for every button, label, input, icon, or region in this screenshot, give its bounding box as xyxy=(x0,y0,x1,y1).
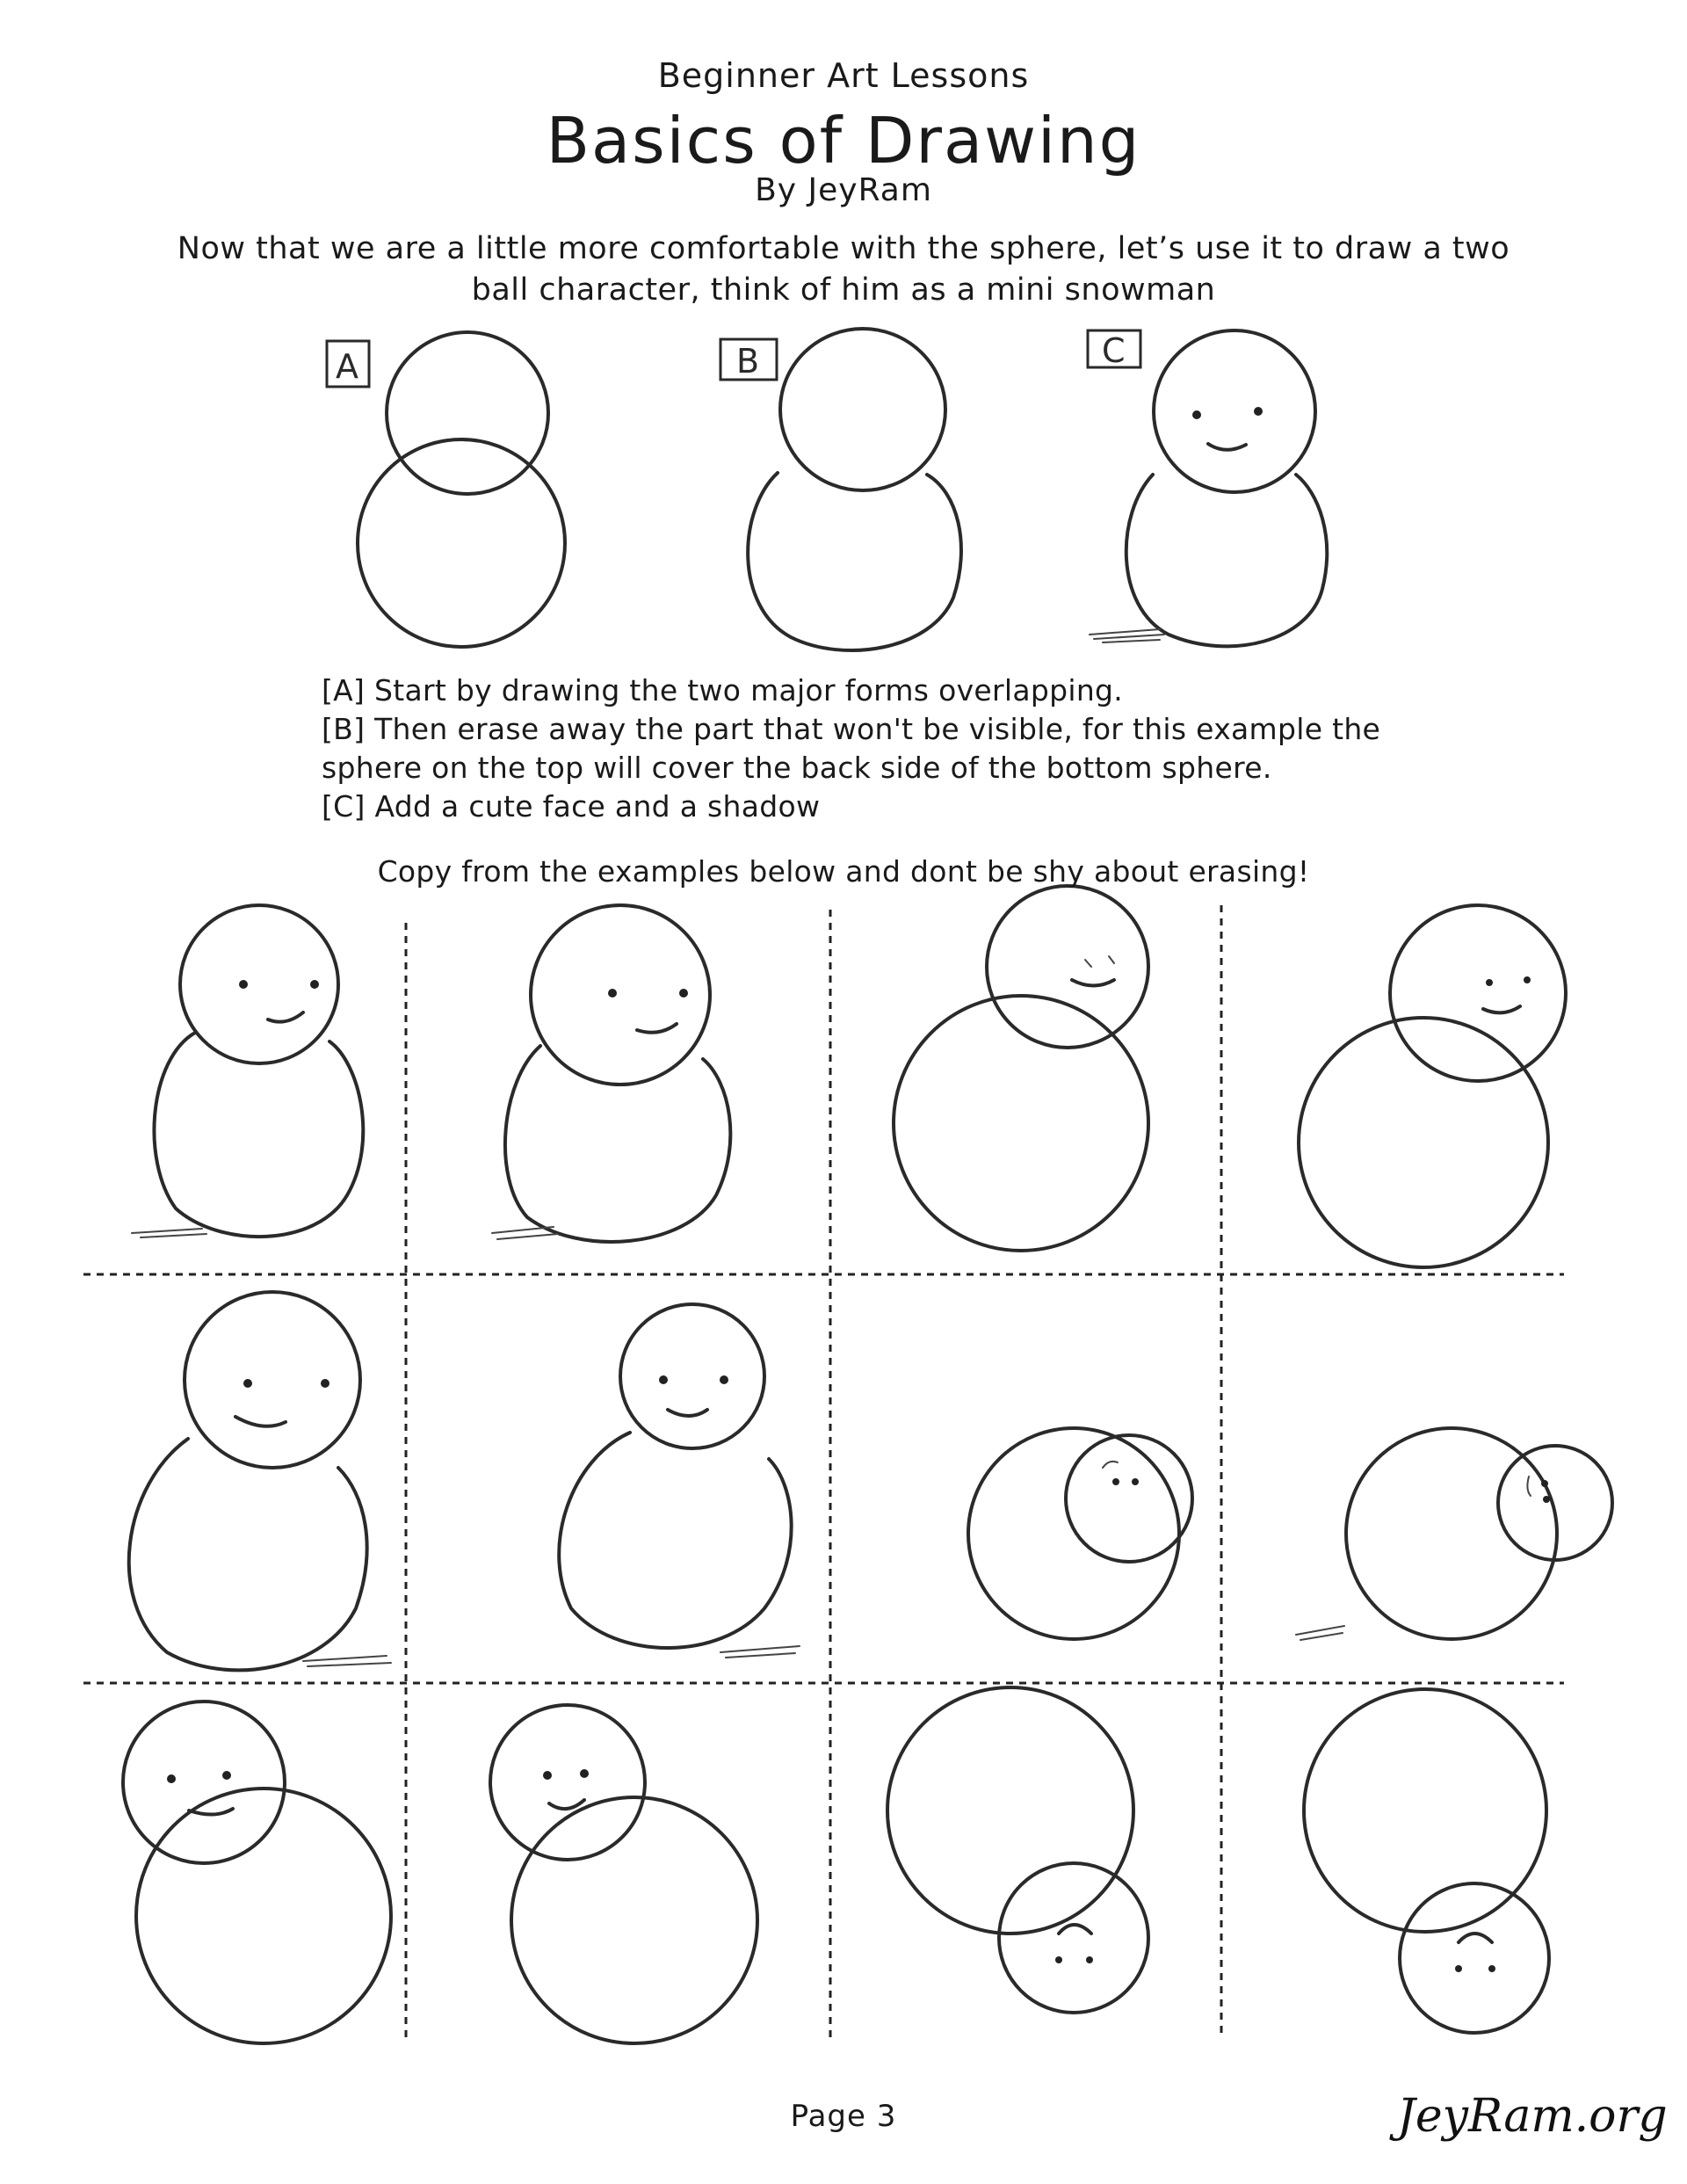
example-8 xyxy=(1296,1428,1612,1640)
step-b-top-sphere xyxy=(780,329,945,490)
copy-note: Copy from the examples below and dont be shy about erasing! xyxy=(377,854,1310,889)
step-line: [B] Then erase away the part that won't be visible, for this example the xyxy=(322,712,1381,746)
page-number: Page 3 xyxy=(790,2099,897,2134)
example-1 xyxy=(132,905,363,1237)
step-line: [A] Start by drawing the two major forms overlapping. xyxy=(322,673,1124,707)
page-title: Basics of Drawing xyxy=(546,104,1141,178)
example-11 xyxy=(887,1687,1148,2013)
example-10 xyxy=(490,1705,757,2043)
example-12 xyxy=(1304,1689,1549,2033)
step-c-right-eye xyxy=(1254,407,1263,416)
step-b-bottom-sphere xyxy=(748,473,961,650)
step-b-label: B xyxy=(736,342,760,381)
step-a-label: A xyxy=(336,347,358,386)
step-c-body xyxy=(1126,475,1327,646)
step-line: sphere on the top will cover the back side of the bottom sphere. xyxy=(322,751,1272,785)
example-3 xyxy=(894,886,1148,1251)
step-b-illustration xyxy=(720,329,961,650)
step-c-head xyxy=(1154,330,1315,492)
step-c-illustration xyxy=(1088,330,1327,646)
grid-dividers xyxy=(83,905,1564,2039)
subtitle: Beginner Art Lessons xyxy=(657,56,1030,95)
step-instructions xyxy=(322,671,1402,826)
step-line: [C] Add a cute face and a shadow xyxy=(322,789,821,824)
example-4 xyxy=(1299,905,1566,1267)
byline: By JeyRam xyxy=(755,172,932,208)
example-5 xyxy=(129,1292,391,1670)
intro-paragraph: Now that we are a little more comfortable with the sphere, let’s use it to draw a two ball character, think of him as a mini snowman xyxy=(177,231,1510,308)
step-a-illustration xyxy=(327,332,565,647)
step-a-bottom-sphere xyxy=(358,439,565,647)
step-c-label: C xyxy=(1102,331,1126,370)
step-c-smile xyxy=(1208,444,1246,450)
step-a-top-sphere xyxy=(387,332,548,494)
example-7 xyxy=(968,1428,1192,1639)
signature-logo: JeyRam.org xyxy=(1397,2090,1668,2143)
step-c-shadow xyxy=(1090,629,1164,642)
example-6 xyxy=(559,1304,800,1658)
example-2 xyxy=(492,905,730,1242)
example-9 xyxy=(123,1701,391,2043)
step-c-left-eye xyxy=(1192,410,1201,419)
